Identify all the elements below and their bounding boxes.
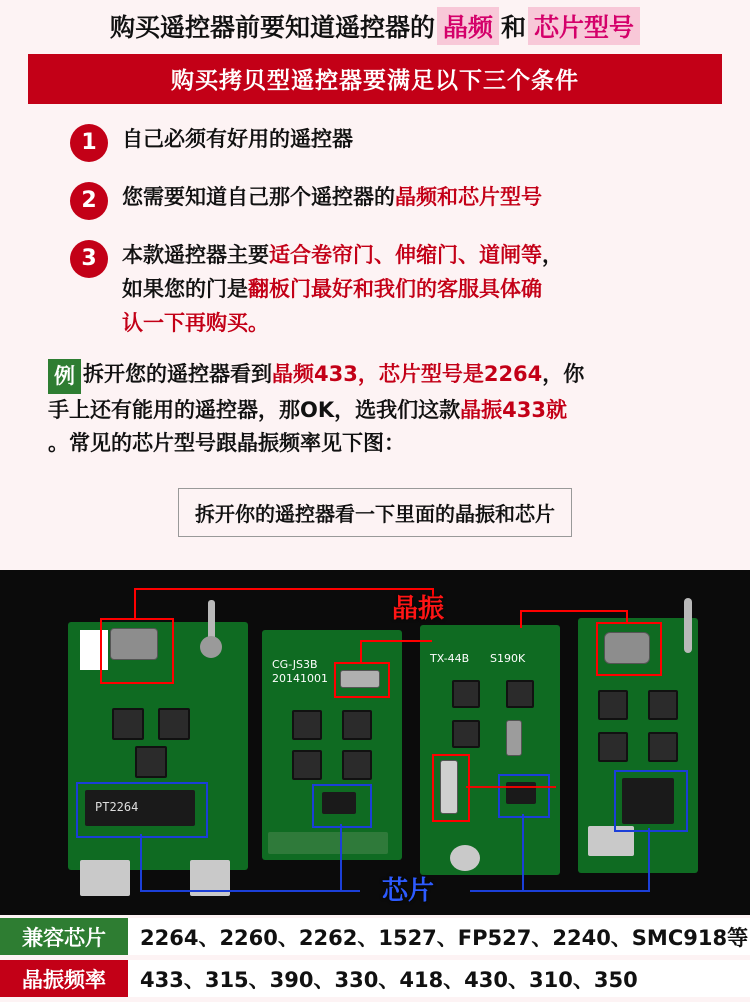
leader-line-blue <box>340 824 342 890</box>
chip-highlight-box-1 <box>76 782 208 838</box>
antenna-1 <box>208 600 215 640</box>
photo-caption: 拆开你的遥控器看一下里面的晶振和芯片 <box>178 488 572 537</box>
leader-line-blue <box>470 890 650 892</box>
list-number-badge: 3 <box>70 240 108 278</box>
crystal-highlight-box-1 <box>100 618 174 684</box>
list-item-text <box>122 122 353 156</box>
headline-highlight-crystal: 晶频 <box>437 7 499 45</box>
caption-wrapper <box>0 488 750 537</box>
solder-pad-1 <box>80 860 130 896</box>
button-switch <box>292 750 322 780</box>
label-crystal: 晶振 <box>392 594 445 624</box>
table-row-key: 兼容芯片 <box>0 918 128 955</box>
list-item <box>70 238 720 340</box>
condition-2-text-highlight: 晶频和芯片型号 <box>395 185 542 209</box>
list-item <box>70 180 720 220</box>
example-seg1: 拆开您的遥控器看到 <box>83 362 272 386</box>
leader-line-blue <box>140 890 360 892</box>
remote-boards-photo <box>0 570 750 915</box>
button-switch <box>598 690 628 720</box>
button-switch <box>648 690 678 720</box>
condition-3-line2-highlight: 翻板门最好和我们的客服具体确 <box>248 277 542 301</box>
leader-line-blue <box>522 814 524 890</box>
chip-highlight-box-4 <box>614 770 688 832</box>
solder-pad-3 <box>450 845 480 871</box>
board-2-text-1: CG-JS3B <box>272 658 318 671</box>
chip-highlight-box-3 <box>498 774 550 818</box>
table-row <box>0 960 750 997</box>
button-switch <box>342 750 372 780</box>
leader-line-red <box>626 610 628 624</box>
example-badge: 例 <box>48 359 81 394</box>
table-row-value: 433、315、390、330、418、430、310、350 <box>128 960 750 997</box>
list-number-badge: 2 <box>70 182 108 220</box>
headline-highlight-chip: 芯片型号 <box>528 7 640 45</box>
example-seg5-highlight: 晶振433就 <box>460 398 567 422</box>
leader-line-blue <box>648 828 650 890</box>
button-switch <box>342 710 372 740</box>
section-title-banner: 购买拷贝型遥控器要满足以下三个条件 <box>28 54 722 104</box>
list-item-text <box>122 238 563 340</box>
board-2-edge <box>268 832 388 854</box>
table-row <box>0 918 750 955</box>
label-chip: 芯片 <box>382 876 435 906</box>
condition-3-line2-a: 如果您的门是 <box>122 277 248 301</box>
button-switch <box>452 720 480 748</box>
antenna-base-1 <box>200 636 222 658</box>
leader-line-red <box>520 610 522 628</box>
chip-ic-1-text: PT2264 <box>95 800 139 814</box>
page-title <box>0 0 750 48</box>
antenna-4 <box>684 598 692 653</box>
button-switch <box>292 710 322 740</box>
leader-line-blue <box>140 834 142 892</box>
condition-3-line3-highlight: 认一下再购买。 <box>122 311 269 335</box>
condition-2-text-before: 您需要知道自己那个遥控器的 <box>122 185 395 209</box>
conditions-list <box>0 122 750 340</box>
headline-part1: 购买遥控器前要知道遥控器的 <box>109 13 435 42</box>
example-seg2-highlight: 晶频433，芯片型号是2264 <box>272 362 543 386</box>
button-switch <box>598 732 628 762</box>
headline-mid: 和 <box>501 13 527 42</box>
button-switch <box>158 708 190 740</box>
table-row-value: 2264、2260、2262、1527、FP527、2240、SMC918等 <box>128 918 750 955</box>
condition-3-line1-a: 本款遥控器主要 <box>122 243 269 267</box>
crystal-highlight-box-3 <box>432 754 470 822</box>
list-number-badge: 1 <box>70 124 108 162</box>
example-seg3: ，你 <box>542 362 585 386</box>
chip-highlight-box-2 <box>312 784 372 828</box>
condition-3-line1-highlight: 适合卷帘门、伸缩门、道闸等 <box>269 243 542 267</box>
leader-line-red <box>134 588 136 620</box>
leader-line-red <box>360 640 362 664</box>
condition-1-text: 自己必须有好用的遥控器 <box>122 127 353 151</box>
crystal-can-3 <box>506 720 522 756</box>
condition-3-line1-b: ， <box>542 243 563 267</box>
button-switch <box>112 708 144 740</box>
crystal-highlight-box-4 <box>596 622 662 676</box>
crystal-highlight-box-2 <box>334 662 390 698</box>
example-seg7: 。常见的芯片型号跟晶振频率见下图： <box>48 431 405 455</box>
button-switch <box>135 746 167 778</box>
example-seg4: 手上还有能用的遥控器，那OK，选我们这款 <box>48 398 461 422</box>
example-paragraph <box>48 358 722 460</box>
button-switch <box>506 680 534 708</box>
leader-line-red <box>466 786 556 788</box>
button-switch <box>452 680 480 708</box>
leader-line-red <box>360 640 432 642</box>
table-row-key: 晶振频率 <box>0 960 128 997</box>
board-3-text-2: S190K <box>490 652 526 665</box>
board-3-text-1: TX-44B <box>430 652 470 665</box>
board-2-text-2: 20141001 <box>272 672 328 685</box>
leader-line-red <box>134 588 434 590</box>
button-switch <box>648 732 678 762</box>
leader-line-red <box>520 610 628 612</box>
spec-table <box>0 918 750 1002</box>
list-item-text <box>122 180 542 214</box>
list-item <box>70 122 720 162</box>
